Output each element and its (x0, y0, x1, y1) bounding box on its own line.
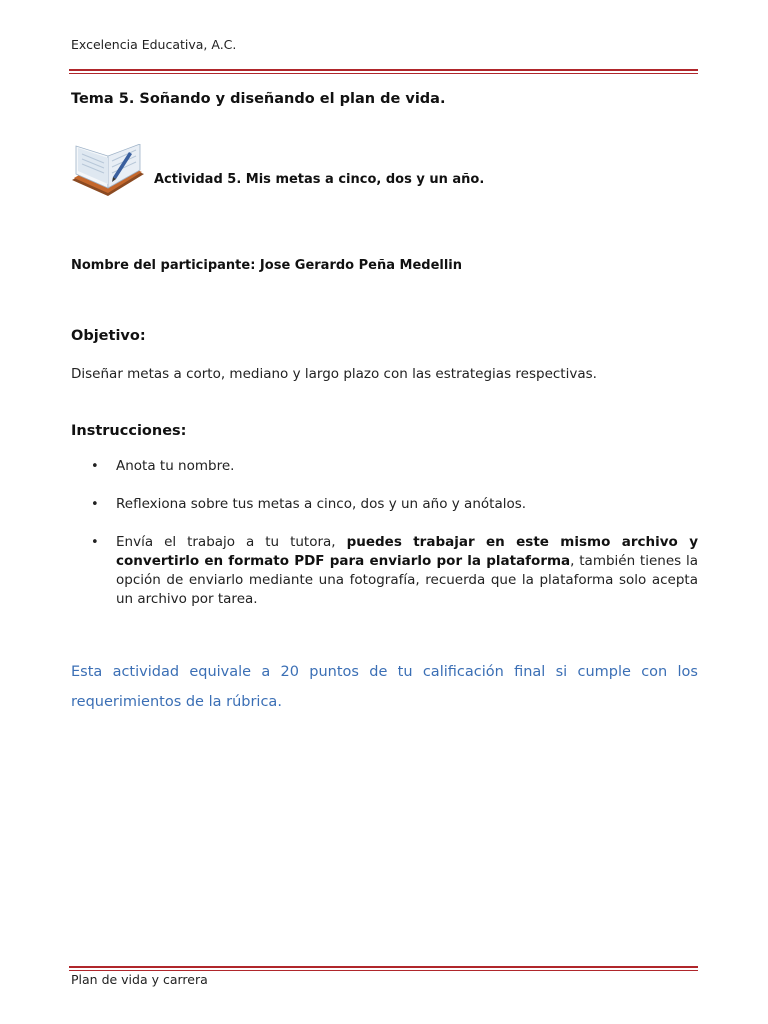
header-rule-bottom (69, 73, 698, 74)
book-icon (68, 144, 146, 210)
instruction-text-before: Envía el trabajo a tu tutora, (116, 534, 347, 550)
instruction-text-after: , también tienes la opción de enviarlo mediante una fotografía, recuerda que la plataforma solo acepta un archivo por tarea. (116, 553, 698, 607)
instruction-text-bold: puedes trabajar en este mismo archivo y convertirlo en formato PDF para enviarlo por la plataforma (116, 534, 698, 569)
header-rule-top (69, 69, 698, 71)
activity-title: Actividad 5. Mis metas a cinco, dos y un año. (154, 172, 485, 187)
topic-title: Tema 5. Soñando y diseñando el plan de vida. (71, 91, 446, 107)
instructions-list (71, 457, 698, 628)
list-item (71, 457, 698, 476)
instruction-text: Anota tu nombre. (116, 458, 235, 474)
objective-text: Diseñar metas a corto, mediano y largo plazo con las estrategias respectivas. (71, 366, 597, 382)
bullet-icon: • (91, 497, 99, 512)
bullet-icon: • (91, 535, 99, 550)
footer-text: Plan de vida y carrera (71, 972, 208, 987)
instruction-text: Reflexiona sobre tus metas a cinco, dos y un año y anótalos. (116, 496, 527, 512)
footer-rule-bottom (69, 970, 698, 971)
list-item (71, 495, 698, 514)
footer-rule-top (69, 966, 698, 968)
instructions-heading: Instrucciones: (71, 423, 187, 439)
header-org: Excelencia Educativa, A.C. (71, 37, 237, 52)
objective-heading: Objetivo: (71, 328, 146, 344)
list-item (71, 533, 698, 609)
bullet-icon: • (91, 459, 99, 474)
grading-note: Esta actividad equivale a 20 puntos de tu calificación final si cumple con los requerimientos de la rúbrica. (71, 664, 698, 710)
participant-name: Nombre del participante: Jose Gerardo Peña Medellin (71, 258, 463, 273)
